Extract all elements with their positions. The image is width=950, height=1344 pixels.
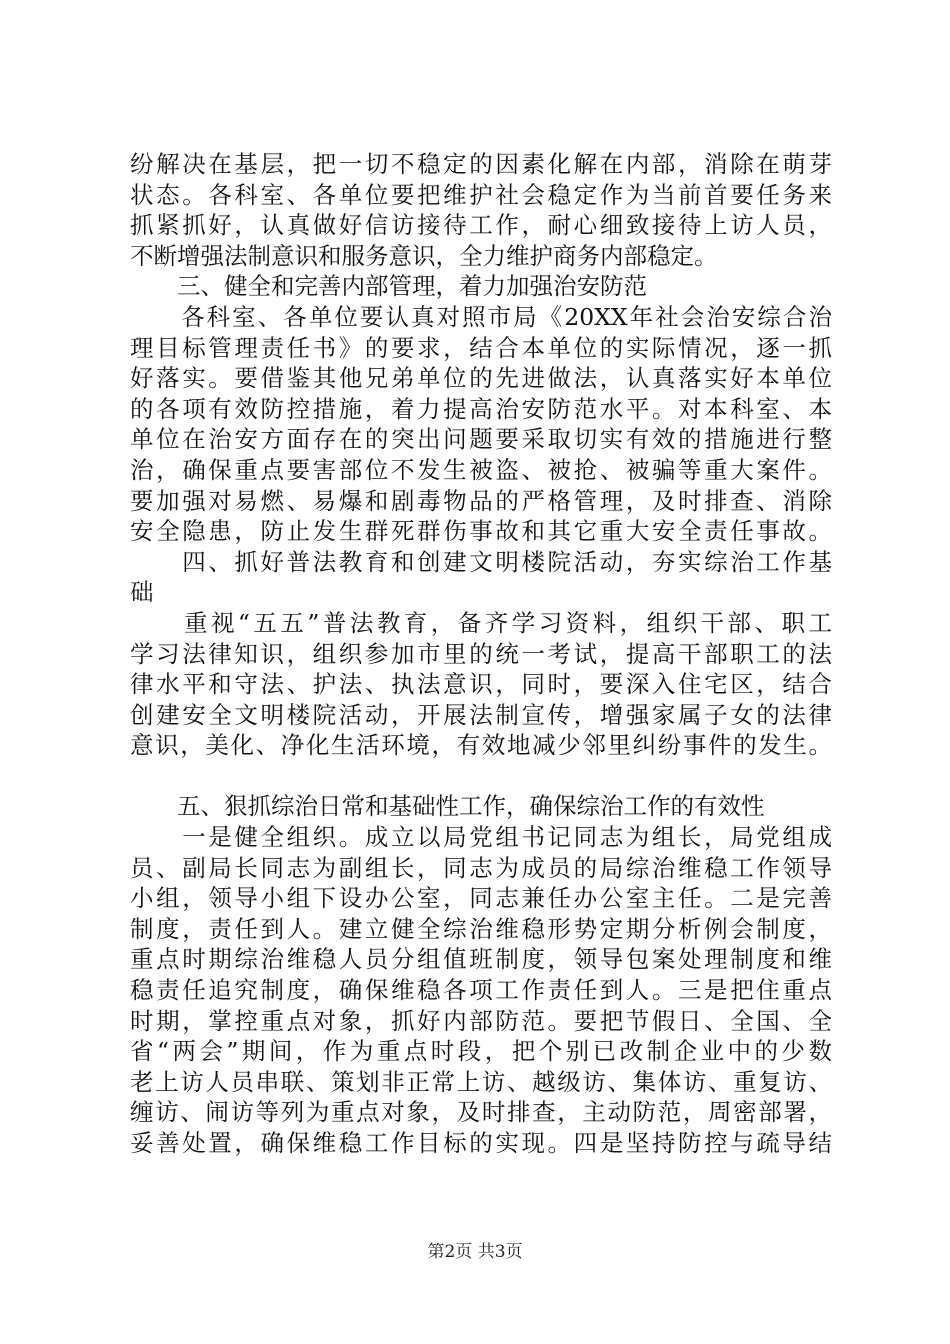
text-line: 学习法律知识，组织参加市里的统一考试，提高干部职工的法: [130, 639, 832, 668]
page-footer: [0, 1237, 950, 1262]
text-line: 省“两会”期间，作为重点时段，把个别已改制企业中的少数: [130, 1037, 832, 1066]
text-line: 四、抓好普法教育和创建文明楼院活动，夯实综治工作基: [130, 547, 832, 576]
text-line: 抓紧抓好，认真做好信访接待工作，耐心细致接待上访人员，: [130, 211, 832, 240]
text-line: 状态。各科室、各单位要把维护社会稳定作为当前首要任务来: [130, 180, 832, 209]
text-line: 妥善处置，确保维稳工作目标的实现。四是坚持防控与疏导结: [130, 1129, 832, 1157]
text-line: 稳责任追究制度，确保维稳各项工作责任到人。三是把住重点: [130, 976, 832, 1005]
text-line: 安全隐患，防止发生群死群伤事故和其它重大安全责任事故。: [130, 517, 832, 546]
page-number-label: 第2页 共3页: [427, 1242, 523, 1262]
text-line: 老上访人员串联、策划非正常上访、越级访、集体访、重复访、: [130, 1067, 832, 1096]
text-line: 小组，领导小组下设办公室，同志兼任办公室主任。二是完善: [130, 884, 832, 913]
text-line: 理目标管理责任书》的要求，结合本单位的实际情况，逐一抓: [130, 333, 832, 362]
text-line: 员、副局长同志为副组长，同志为成员的局综治维稳工作领导: [130, 853, 832, 882]
text-line: 制度，责任到人。建立健全综治维稳形势定期分析例会制度，: [130, 914, 832, 943]
blank-line: [130, 761, 832, 792]
text-line: 意识，美化、净化生活环境，有效地减少邻里纠纷事件的发生。: [130, 731, 832, 760]
text-line: 时期，掌控重点对象，抓好内部防范。要把节假日、全国、全: [130, 1006, 832, 1035]
text-line: 三、健全和完善内部管理，着力加强治安防范: [130, 272, 647, 301]
text-line: 缠访、闹访等列为重点对象，及时排查，主动防范，周密部署，: [130, 1098, 832, 1127]
text-line: 单位在治安方面存在的突出问题要采取切实有效的措施进行整: [130, 425, 832, 454]
text-line: 好落实。要借鉴其他兄弟单位的先进做法，认真落实好本单位: [130, 364, 832, 393]
text-line: 各科室、各单位要认真对照市局《20XX年社会治安综合治: [130, 302, 832, 331]
text-line: 一是健全组织。成立以局党组书记同志为组长，局党组成: [130, 823, 832, 852]
text-line: 五、狠抓综治日常和基础性工作，确保综治工作的有效性: [130, 792, 765, 821]
text-line: 础: [130, 578, 154, 607]
text-line: 要加强对易燃、易爆和剧毒物品的严格管理，及时排查、消除: [130, 486, 832, 515]
text-line: 重点时期综治维稳人员分组值班制度，领导包案处理制度和维: [130, 945, 832, 974]
text-line: 重视“五五”普法教育，备齐学习资料，组织干部、职工: [130, 608, 832, 637]
text-line: 律水平和守法、护法、执法意识，同时，要深入住宅区，结合: [130, 670, 832, 699]
text-line: 的各项有效防控措施，着力提高治安防范水平。对本科室、本: [130, 394, 832, 423]
text-line: 纷解决在基层，把一切不稳定的因素化解在内部，消除在萌芽: [130, 150, 832, 178]
text-line: 创建安全文明楼院活动，开展法制宣传，增强家属子女的法律: [130, 700, 832, 729]
document-body: [130, 149, 832, 1159]
text-line: 不断增强法制意识和服务意识，全力维护商务内部稳定。: [130, 241, 718, 270]
text-line: 治，确保重点要害部位不发生被盗、被抢、被骗等重大案件。: [130, 455, 832, 484]
